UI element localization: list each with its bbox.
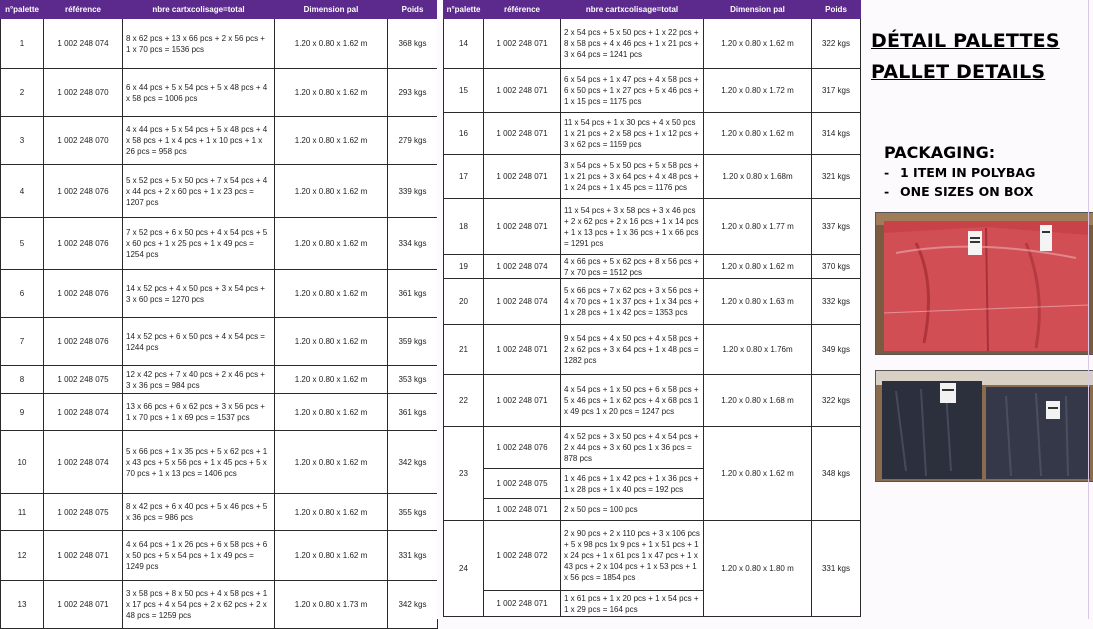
header-content: nbre cartxcolisage=total — [123, 1, 275, 19]
dimension-cell: 1.20 x 0.80 x 1.62 m — [275, 366, 388, 394]
weight-cell: 359 kgs — [388, 318, 438, 366]
table-row — [1, 318, 438, 366]
content-cell: 7 x 52 pcs + 6 x 50 pcs + 4 x 54 pcs + 5 x 60 pcs + 1 x 25 pcs + 1 x 49 pcs = 1254 pcs — [123, 218, 275, 270]
reference-cell: 1 002 248 076 — [44, 270, 123, 318]
dimension-cell: 1.20 x 0.80 x 1.62 m — [704, 427, 812, 521]
reference-cell: 1 002 248 074 — [44, 394, 123, 431]
dimension-cell: 1.20 x 0.80 x 1.62 m — [275, 165, 388, 218]
weight-cell: 279 kgs — [388, 117, 438, 165]
dimension-cell: 1.20 x 0.80 x 1.62 m — [275, 531, 388, 581]
palette-number: 23 — [444, 427, 484, 521]
palette-number: 19 — [444, 255, 484, 279]
weight-cell: 322 kgs — [812, 375, 861, 427]
content-cell: 6 x 54 pcs + 1 x 47 pcs + 4 x 58 pcs + 6 x 50 pcs + 1 x 27 pcs + 5 x 46 pcs + 1 x 15 pcs = 1175 pcs — [561, 69, 704, 113]
dimension-cell: 1.20 x 0.80 x 1.62 m — [275, 394, 388, 431]
reference-cell: 1 002 248 075 — [484, 469, 561, 499]
reference-cell: 1 002 248 076 — [44, 318, 123, 366]
content-cell: 3 x 58 pcs + 8 x 50 pcs + 4 x 58 pcs + 1 x 17 pcs + 4 x 54 pcs + 2 x 62 pcs + 2 x 48 pcs = 1259 pcs — [123, 581, 275, 629]
table-row — [1, 366, 438, 394]
content-cell: 1 x 61 pcs + 1 x 20 pcs + 1 x 54 pcs + 1 x 29 pcs = 164 pcs — [561, 591, 704, 617]
palette-number: 12 — [1, 531, 44, 581]
content-cell: 5 x 52 pcs + 5 x 50 pcs + 7 x 54 pcs + 4 x 44 pcs + 2 x 60 pcs + 1 x 23 pcs = 1207 pcs — [123, 165, 275, 218]
dimension-cell: 1.20 x 0.80 x 1.62 m — [704, 255, 812, 279]
header-dimension: Dimension pal — [275, 1, 388, 19]
weight-cell: 293 kgs — [388, 69, 438, 117]
table-row — [444, 375, 861, 427]
pallet-table-left — [0, 0, 438, 629]
header-weight: Poids — [812, 1, 861, 19]
page-edge-line — [1088, 0, 1089, 619]
palette-number: 20 — [444, 279, 484, 325]
table-row — [1, 394, 438, 431]
content-cell: 4 x 52 pcs + 3 x 50 pcs + 4 x 54 pcs + 2 x 44 pcs + 3 x 60 pcs 1 x 36 pcs = 878 pcs — [561, 427, 704, 469]
palette-number: 17 — [444, 155, 484, 199]
weight-cell: 321 kgs — [812, 155, 861, 199]
table-row — [444, 427, 861, 469]
navy-polybag-illustration — [876, 371, 1093, 481]
reference-cell: 1 002 248 074 — [44, 19, 123, 69]
table-row — [444, 113, 861, 155]
content-cell: 3 x 54 pcs + 5 x 50 pcs + 5 x 58 pcs + 1 x 21 pcs + 3 x 64 pcs + 4 x 48 pcs + 1 x 24 pcs + 1 x 45 pcs = 1176 pcs — [561, 155, 704, 199]
reference-cell: 1 002 248 071 — [484, 591, 561, 617]
palette-number: 16 — [444, 113, 484, 155]
weight-cell: 331 kgs — [812, 521, 861, 617]
palette-number: 21 — [444, 325, 484, 375]
weight-cell: 370 kgs — [812, 255, 861, 279]
weight-cell: 355 kgs — [388, 494, 438, 531]
content-cell: 2 x 50 pcs = 100 pcs — [561, 499, 704, 521]
weight-cell: 334 kgs — [388, 218, 438, 270]
header-content: nbre cartxcolisage=total — [561, 1, 704, 19]
reference-cell: 1 002 248 074 — [44, 431, 123, 494]
reference-cell: 1 002 248 072 — [484, 521, 561, 591]
table-row — [1, 270, 438, 318]
palette-number: 7 — [1, 318, 44, 366]
palette-number: 8 — [1, 366, 44, 394]
table-row — [444, 69, 861, 113]
table-header-row — [444, 1, 861, 19]
packaging-item-text: ONE SIZES ON BOX — [900, 184, 1034, 199]
content-cell: 4 x 64 pcs + 1 x 26 pcs + 6 x 58 pcs + 6 x 50 pcs + 5 x 54 pcs + 1 x 49 pcs = 1249 pcs — [123, 531, 275, 581]
weight-cell: 349 kgs — [812, 325, 861, 375]
weight-cell: 368 kgs — [388, 19, 438, 69]
content-cell: 9 x 54 pcs + 4 x 50 pcs + 4 x 58 pcs + 2 x 62 pcs + 3 x 64 pcs + 1 x 48 pcs = 1282 pcs — [561, 325, 704, 375]
reference-cell: 1 002 248 071 — [484, 199, 561, 255]
weight-cell: 348 kgs — [812, 427, 861, 521]
red-polybag-illustration — [876, 213, 1093, 354]
table-row — [444, 155, 861, 199]
product-photo-navy — [875, 370, 1093, 482]
reference-cell: 1 002 248 071 — [44, 581, 123, 629]
palette-number: 14 — [444, 19, 484, 69]
reference-cell: 1 002 248 071 — [484, 155, 561, 199]
table-row — [1, 494, 438, 531]
palette-number: 13 — [1, 581, 44, 629]
table-row — [444, 19, 861, 69]
reference-cell: 1 002 248 075 — [44, 366, 123, 394]
weight-cell: 331 kgs — [388, 531, 438, 581]
weight-cell: 361 kgs — [388, 270, 438, 318]
header-weight: Poids — [388, 1, 438, 19]
header-reference: référence — [484, 1, 561, 19]
header-dimension: Dimension pal — [704, 1, 812, 19]
dimension-cell: 1.20 x 0.80 x 1.62 m — [275, 69, 388, 117]
content-cell: 5 x 66 pcs + 7 x 62 pcs + 3 x 56 pcs + 4 x 70 pcs + 1 x 37 pcs + 1 x 34 pcs + 1 x 28 pcs + 1 x 42 pcs = 1353 pcs — [561, 279, 704, 325]
reference-cell: 1 002 248 071 — [484, 375, 561, 427]
table-row — [1, 431, 438, 494]
weight-cell: 337 kgs — [812, 199, 861, 255]
palette-number: 5 — [1, 218, 44, 270]
palette-number: 11 — [1, 494, 44, 531]
content-cell: 14 x 52 pcs + 4 x 50 pcs + 3 x 54 pcs + 3 x 60 pcs = 1270 pcs — [123, 270, 275, 318]
packaging-heading: PACKAGING: — [884, 143, 996, 162]
weight-cell: 342 kgs — [388, 431, 438, 494]
reference-cell: 1 002 248 071 — [484, 19, 561, 69]
palette-number: 4 — [1, 165, 44, 218]
table-row — [1, 218, 438, 270]
content-cell: 13 x 66 pcs + 6 x 62 pcs + 3 x 56 pcs + 1 x 70 pcs + 1 x 69 pcs = 1537 pcs — [123, 394, 275, 431]
content-cell: 12 x 42 pcs + 7 x 40 pcs + 2 x 46 pcs + 3 x 36 pcs = 984 pcs — [123, 366, 275, 394]
content-cell: 14 x 52 pcs + 6 x 50 pcs + 4 x 54 pcs = 1244 pcs — [123, 318, 275, 366]
reference-cell: 1 002 248 076 — [44, 165, 123, 218]
table-row — [444, 521, 861, 591]
reference-cell: 1 002 248 075 — [44, 494, 123, 531]
reference-cell: 1 002 248 071 — [484, 69, 561, 113]
reference-cell: 1 002 248 074 — [484, 255, 561, 279]
header-palette: n°palette — [1, 1, 44, 19]
dimension-cell: 1.20 x 0.80 x 1.80 m — [704, 521, 812, 617]
weight-cell: 353 kgs — [388, 366, 438, 394]
reference-cell: 1 002 248 076 — [44, 218, 123, 270]
palette-number: 10 — [1, 431, 44, 494]
palette-number: 15 — [444, 69, 484, 113]
content-cell: 4 x 44 pcs + 5 x 54 pcs + 5 x 48 pcs + 4 x 58 pcs + 1 x 4 pcs + 1 x 10 pcs + 1 x 26 pcs = 958 pcs — [123, 117, 275, 165]
weight-cell: 314 kgs — [812, 113, 861, 155]
weight-cell: 342 kgs — [388, 581, 438, 629]
title-en: PALLET DETAILS — [871, 61, 1046, 83]
table-row — [1, 531, 438, 581]
dimension-cell: 1.20 x 0.80 x 1.73 m — [275, 581, 388, 629]
palette-number: 2 — [1, 69, 44, 117]
dimension-cell: 1.20 x 0.80 x 1.62 m — [275, 218, 388, 270]
palette-number: 1 — [1, 19, 44, 69]
dimension-cell: 1.20 x 0.80 x 1.62 m — [275, 270, 388, 318]
content-cell: 4 x 54 pcs + 1 x 50 pcs + 6 x 58 pcs + 5 x 46 pcs + 1 x 62 pcs + 4 x 68 pcs 1 x 49 pcs 1 x 20 pcs = 1247 pcs — [561, 375, 704, 427]
dimension-cell: 1.20 x 0.80 x 1.68m — [704, 155, 812, 199]
packaging-item: - 1 ITEM IN POLYBAG — [884, 165, 1036, 180]
content-cell: 5 x 66 pcs + 1 x 35 pcs + 5 x 62 pcs + 1 x 43 pcs + 5 x 56 pcs + 1 x 45 pcs + 5 x 70 pcs + 1 x 13 pcs = 1406 pcs — [123, 431, 275, 494]
table-header-row — [1, 1, 438, 19]
dimension-cell: 1.20 x 0.80 x 1.62 m — [275, 431, 388, 494]
table-row — [1, 165, 438, 218]
dimension-cell: 1.20 x 0.80 x 1.62 m — [275, 494, 388, 531]
reference-cell: 1 002 248 071 — [44, 531, 123, 581]
dimension-cell: 1.20 x 0.80 x 1.62 m — [275, 117, 388, 165]
title-fr: DÉTAIL PALETTES — [871, 30, 1060, 52]
table-row — [1, 117, 438, 165]
content-cell: 11 x 54 pcs + 1 x 30 pcs + 4 x 50 pcs 1 x 21 pcs + 2 x 58 pcs + 1 x 12 pcs + 3 x 62 pcs = 1159 pcs — [561, 113, 704, 155]
table-row — [444, 255, 861, 279]
content-cell: 1 x 46 pcs + 1 x 42 pcs + 1 x 36 pcs + 1 x 28 pcs + 1 x 40 pcs = 192 pcs — [561, 469, 704, 499]
weight-cell: 317 kgs — [812, 69, 861, 113]
reference-cell: 1 002 248 074 — [484, 279, 561, 325]
dimension-cell: 1.20 x 0.80 x 1.62 m — [704, 19, 812, 69]
content-cell: 2 x 54 pcs + 5 x 50 pcs + 1 x 22 pcs + 8 x 58 pcs + 4 x 46 pcs + 1 x 21 pcs + 3 x 64 pcs = 1241 pcs — [561, 19, 704, 69]
dimension-cell: 1.20 x 0.80 x 1.68 m — [704, 375, 812, 427]
header-reference: référence — [44, 1, 123, 19]
reference-cell: 1 002 248 071 — [484, 499, 561, 521]
reference-cell: 1 002 248 070 — [44, 117, 123, 165]
content-cell: 11 x 54 pcs + 3 x 58 pcs + 3 x 46 pcs + 2 x 62 pcs + 2 x 16 pcs + 1 x 14 pcs + 1 x 13 pcs + 1 x 36 pcs + 1 x 66 pcs = 1291 pcs — [561, 199, 704, 255]
weight-cell: 322 kgs — [812, 19, 861, 69]
header-palette: n°palette — [444, 1, 484, 19]
content-cell: 8 x 62 pcs + 13 x 66 pcs + 2 x 56 pcs + 1 x 70 pcs = 1536 pcs — [123, 19, 275, 69]
palette-number: 24 — [444, 521, 484, 617]
table-row — [1, 19, 438, 69]
dimension-cell: 1.20 x 0.80 x 1.62 m — [704, 113, 812, 155]
reference-cell: 1 002 248 071 — [484, 325, 561, 375]
table-row — [444, 199, 861, 255]
content-cell: 2 x 90 pcs + 2 x 110 pcs + 3 x 106 pcs + 5 x 98 pcs 1x 9 pcs + 1 x 51 pcs + 1 x 24 pcs + 1 x 61 pcs 1 x 47 pcs + 1 x 43 pcs + 2 x 104 pcs + 1 x 53 pcs + 1 x 56 pcs = 1854 pcs — [561, 521, 704, 591]
dimension-cell: 1.20 x 0.80 x 1.62 m — [275, 318, 388, 366]
dimension-cell: 1.20 x 0.80 x 1.72 m — [704, 69, 812, 113]
packaging-item-text: 1 ITEM IN POLYBAG — [900, 165, 1036, 180]
content-cell: 6 x 44 pcs + 5 x 54 pcs + 5 x 48 pcs + 4 x 58 pcs = 1006 pcs — [123, 69, 275, 117]
dimension-cell: 1.20 x 0.80 x 1.62 m — [275, 19, 388, 69]
table-row — [1, 69, 438, 117]
dimension-cell: 1.20 x 0.80 x 1.76m — [704, 325, 812, 375]
table-row — [444, 325, 861, 375]
reference-cell: 1 002 248 076 — [484, 427, 561, 469]
dimension-cell: 1.20 x 0.80 x 1.77 m — [704, 199, 812, 255]
palette-number: 3 — [1, 117, 44, 165]
palette-number: 22 — [444, 375, 484, 427]
dimension-cell: 1.20 x 0.80 x 1.63 m — [704, 279, 812, 325]
product-photo-red — [875, 212, 1093, 355]
content-cell: 8 x 42 pcs + 6 x 40 pcs + 5 x 46 pcs + 5 x 36 pcs = 986 pcs — [123, 494, 275, 531]
packaging-item: - ONE SIZES ON BOX — [884, 184, 1034, 199]
reference-cell: 1 002 248 070 — [44, 69, 123, 117]
palette-number: 6 — [1, 270, 44, 318]
palette-number: 9 — [1, 394, 44, 431]
weight-cell: 332 kgs — [812, 279, 861, 325]
weight-cell: 361 kgs — [388, 394, 438, 431]
table-row — [1, 581, 438, 629]
content-cell: 4 x 66 pcs + 5 x 62 pcs + 8 x 56 pcs + 7 x 70 pcs = 1512 pcs — [561, 255, 704, 279]
reference-cell: 1 002 248 071 — [484, 113, 561, 155]
weight-cell: 339 kgs — [388, 165, 438, 218]
table-row — [444, 279, 861, 325]
pallet-table-right — [443, 0, 861, 617]
palette-number: 18 — [444, 199, 484, 255]
